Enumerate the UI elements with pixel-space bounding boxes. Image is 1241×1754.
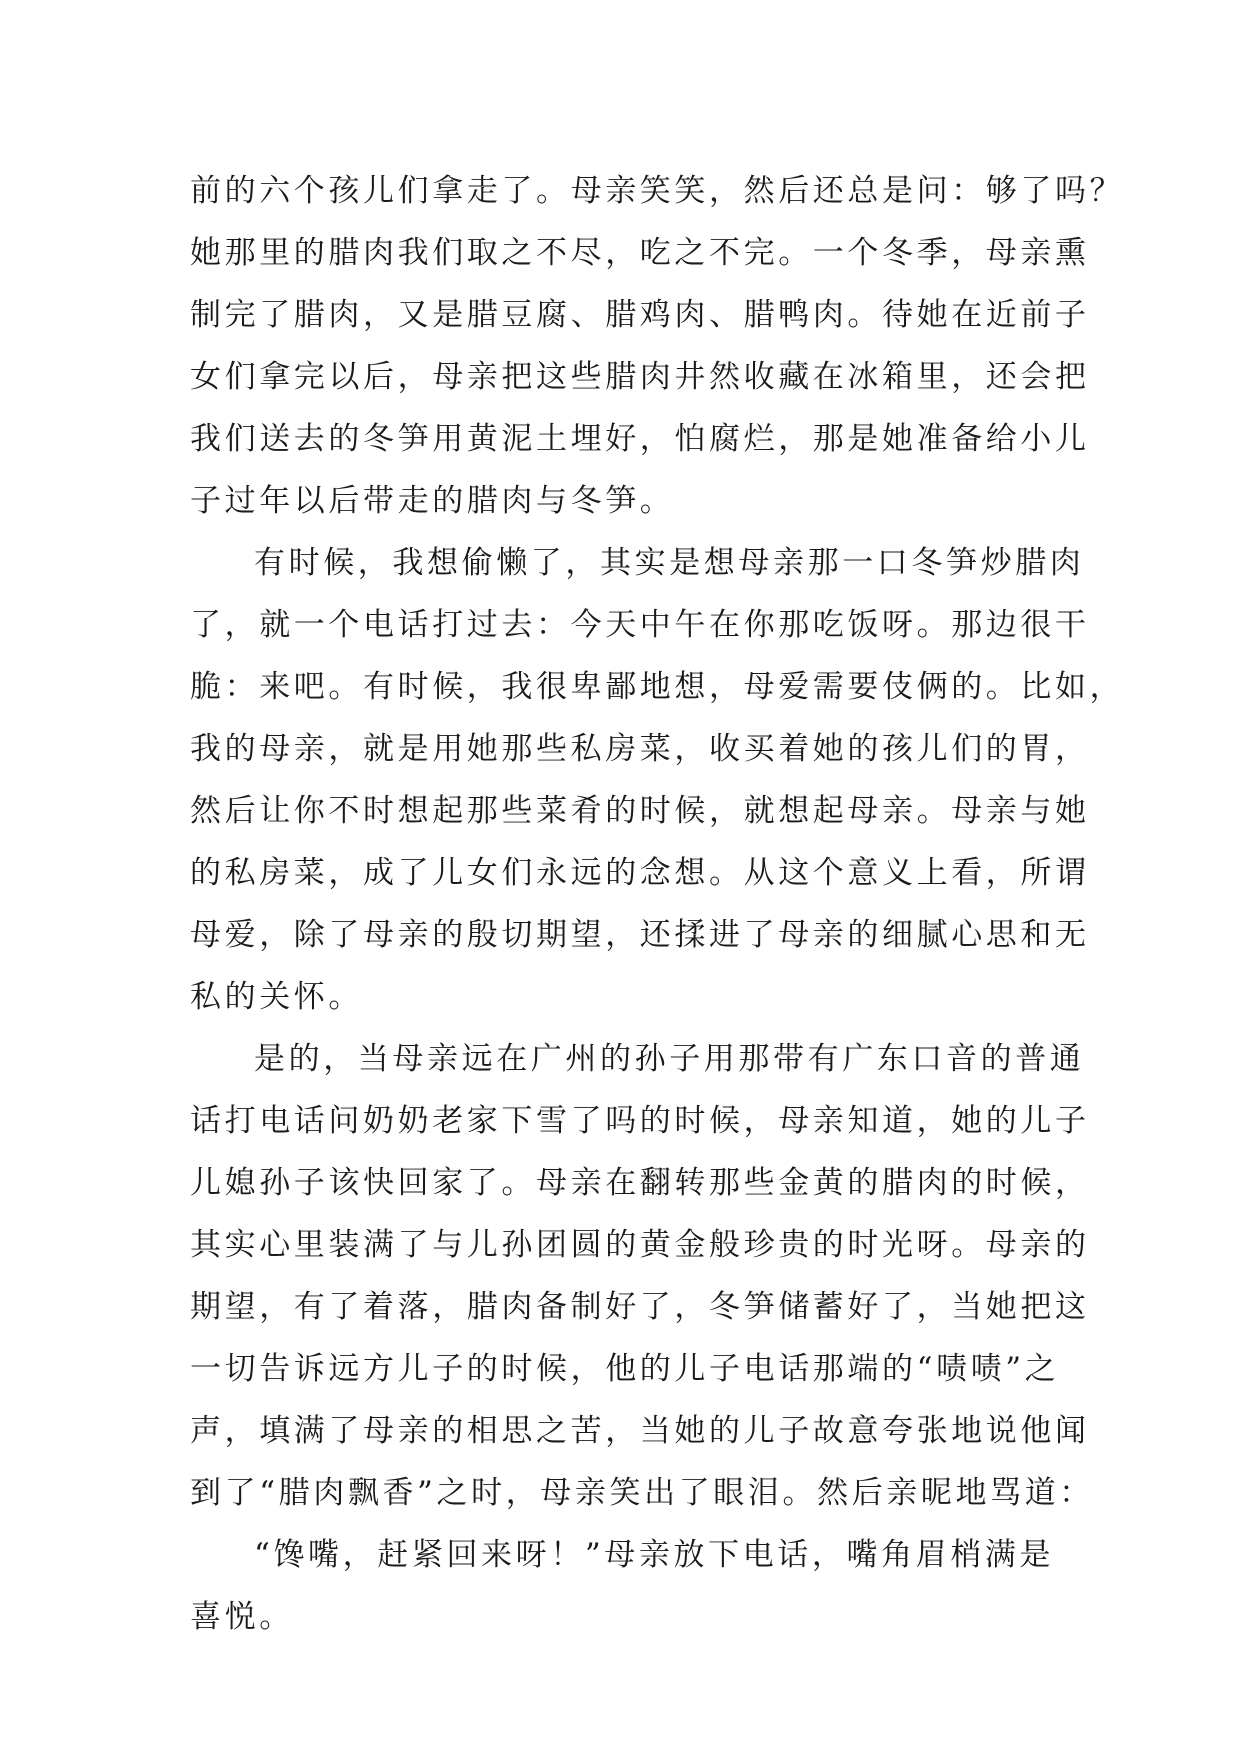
paragraph-2-line-1: 有时候，我想偷懒了，其实是想母亲那一口冬笋炒腊肉 bbox=[254, 545, 1085, 581]
paragraph-3-line-2: 话打电话问奶奶老家下雪了吗的时候，母亲知道，她的儿子 bbox=[190, 1103, 1090, 1139]
article-body bbox=[190, 160, 1125, 1648]
paragraph-1-line-5: 我们送去的冬笋用黄泥土埋好，怕腐烂，那是她准备给小儿 bbox=[190, 421, 1090, 457]
paragraph-3-line-1: 是的，当母亲远在广州的孙子用那带有广东口音的普通 bbox=[254, 1041, 1085, 1077]
paragraph-1-line-6: 子过年以后带走的腊肉与冬笋。 bbox=[190, 483, 675, 519]
paragraph-4-line-1: “馋嘴，赶紧回来呀！”母亲放下电话，嘴角眉梢满是 bbox=[254, 1537, 1055, 1573]
paragraph-1-line-4: 女们拿完以后，母亲把这些腊肉井然收藏在冰箱里，还会把 bbox=[190, 359, 1090, 395]
paragraph-3-line-6: 一切告诉远方儿子的时候，他的儿子电话那端的“啧啧”之 bbox=[190, 1351, 1060, 1387]
paragraph-2-line-4: 我的母亲，就是用她那些私房菜，收买着她的孩儿们的胃， bbox=[190, 731, 1090, 767]
paragraph-3-line-4: 其实心里装满了与儿孙团圆的黄金般珍贵的时光呀。母亲的 bbox=[190, 1227, 1090, 1263]
paragraph-3-line-5: 期望，有了着落，腊肉备制好了，冬笋储蓄好了，当她把这 bbox=[190, 1289, 1090, 1325]
paragraph-2-line-5: 然后让你不时想起那些菜肴的时候，就想起母亲。母亲与她 bbox=[190, 793, 1090, 829]
paragraph-3-line-8: 到了“腊肉飘香”之时，母亲笑出了眼泪。然后亲昵地骂道： bbox=[190, 1475, 1094, 1511]
paragraph-2-line-7: 母爱，除了母亲的殷切期望，还揉进了母亲的细腻心思和无 bbox=[190, 917, 1090, 953]
paragraph-4-line-2: 喜悦。 bbox=[190, 1599, 294, 1635]
paragraph-1-line-2: 她那里的腊肉我们取之不尽，吃之不完。一个冬季，母亲熏 bbox=[190, 235, 1090, 271]
paragraph-3-line-3: 儿媳孙子该快回家了。母亲在翻转那些金黄的腊肉的时候， bbox=[190, 1165, 1090, 1201]
paragraph-3-line-7: 声，填满了母亲的相思之苦，当她的儿子故意夸张地说他闻 bbox=[190, 1413, 1090, 1449]
paragraph-1-line-1: 前的六个孩儿们拿走了。母亲笑笑，然后还总是问：够了吗？ bbox=[190, 173, 1125, 209]
paragraph-2-line-6: 的私房菜，成了儿女们永远的念想。从这个意义上看，所谓 bbox=[190, 855, 1090, 891]
paragraph-2-line-2: 了，就一个电话打过去：今天中午在你那吃饭呀。那边很干 bbox=[190, 607, 1090, 643]
paragraph-2-line-3: 脆：来吧。有时候，我很卑鄙地想，母爱需要伎俩的。比如， bbox=[190, 669, 1125, 705]
paragraph-1-line-3: 制完了腊肉，又是腊豆腐、腊鸡肉、腊鸭肉。待她在近前子 bbox=[190, 297, 1090, 333]
paragraph-2-line-8: 私的关怀。 bbox=[190, 979, 363, 1015]
